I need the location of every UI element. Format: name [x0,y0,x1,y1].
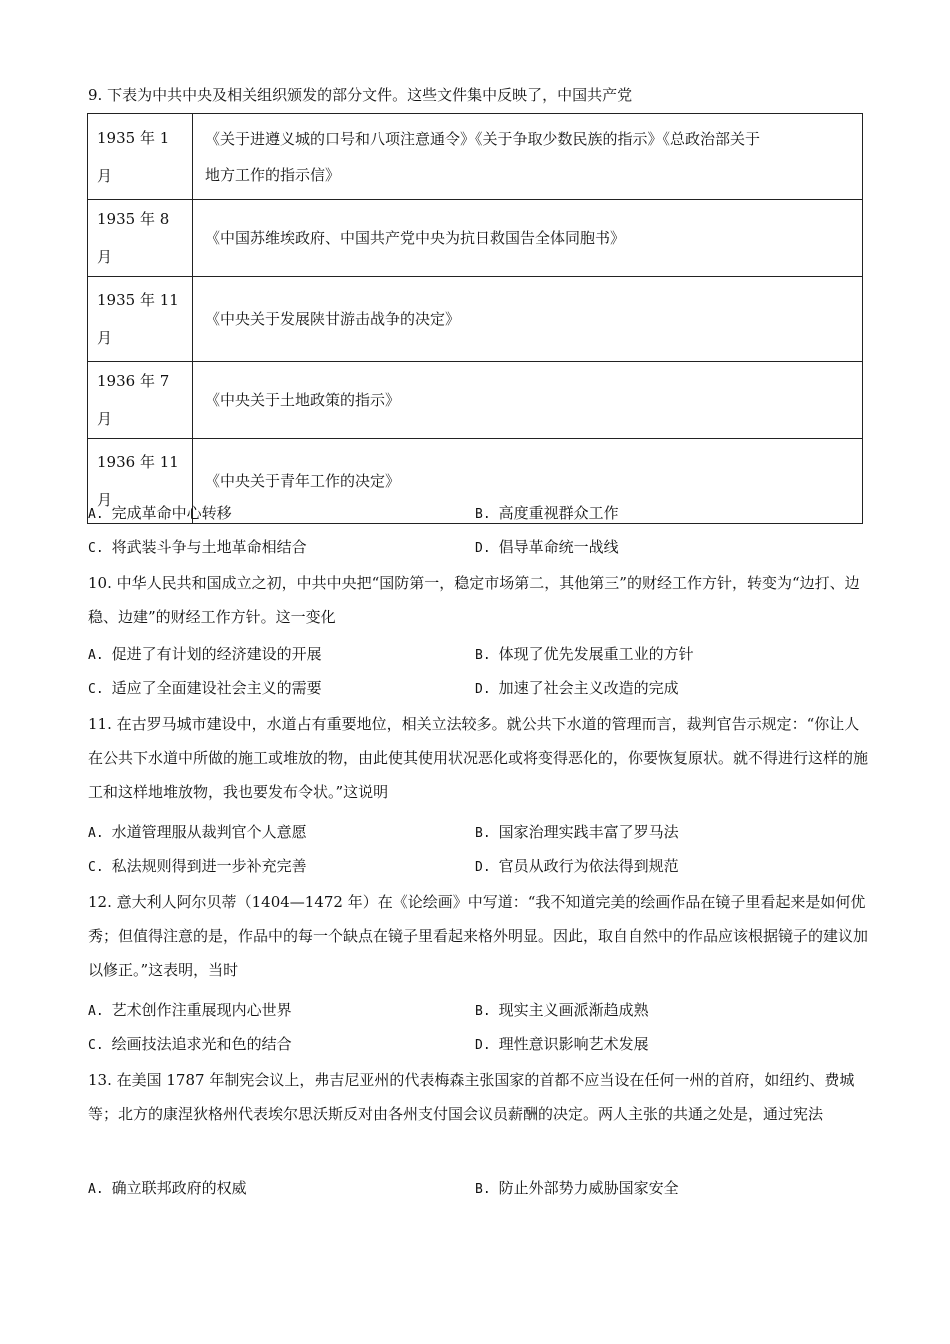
documents-table [87,113,863,524]
date-cell [88,200,193,277]
option-letter: C. [88,1038,104,1053]
date-text: 1935 年 11 [97,291,179,309]
options-row [88,854,868,878]
option-a[interactable] [88,820,307,846]
option-text: 倡导革命统一战线 [498,538,619,556]
option-text: 体现了优先发展重工业的方针 [498,645,694,663]
option-letter: D. [475,682,491,697]
option-letter: A. [88,1182,104,1197]
option-letter: B. [475,1004,491,1019]
option-text: 理性意识影响艺术发展 [498,1035,649,1053]
option-letter: B. [475,507,491,522]
option-b[interactable] [475,642,694,668]
option-text: 水道管理服从裁判官个人意愿 [111,823,307,841]
options-row [88,501,868,525]
option-d[interactable] [475,535,619,561]
option-c[interactable] [88,1032,292,1058]
option-text: 绘画技法追求光和色的结合 [111,1035,292,1053]
option-text: 现实主义画派渐趋成熟 [498,1001,649,1019]
documents-cell [193,277,863,362]
date-cell [88,114,193,200]
option-b[interactable] [475,1176,679,1202]
date-cell [88,362,193,439]
options-row [88,676,868,700]
documents-text: 《中央关于青年工作的决定》 [205,472,401,490]
documents-text: 《中央关于土地政策的指示》 [205,391,401,409]
option-text: 私法规则得到进一步补充完善 [111,857,307,875]
option-a[interactable] [88,998,292,1024]
option-letter: B. [475,826,491,841]
documents-cell [193,362,863,439]
option-text: 加速了社会主义改造的完成 [498,679,679,697]
option-letter: C. [88,860,104,875]
option-c[interactable] [88,535,307,561]
option-text: 官员从政行为依法得到规范 [498,857,679,875]
option-text: 完成革命中心转移 [111,504,232,522]
option-c[interactable] [88,854,307,880]
options-row [88,998,868,1022]
question-11-stem: 11. 在古罗马城市建设中，水道占有重要地位，相关立法较多。就公共下水道的管理而言，裁判官告示规定：“你让人在公共下水道中所做的施工或堆放的物，由此使其使用状况恶化或将变得恶化的，你要恢复原状。就不得进行这样的施工和这样地堆放物，我也要发布令状。”这说明 [88,715,869,801]
option-letter: A. [88,1004,104,1019]
option-d[interactable] [475,676,679,702]
documents-text: 《关于进遵义城的口号和八项注意通令》《关于争取少数民族的指示》《总政治部关于 [205,129,761,148]
option-letter: A. [88,826,104,841]
option-letter: C. [88,541,104,556]
option-text: 适应了全面建设社会主义的需要 [111,679,322,697]
option-letter: B. [475,1182,491,1197]
option-d[interactable] [475,854,679,880]
documents-text: 《中国苏维埃政府、中国共产党中央为抗日救国告全体同胞书》 [205,229,626,247]
option-letter: D. [475,860,491,875]
option-a[interactable] [88,642,322,668]
option-letter: D. [475,541,491,556]
option-d[interactable] [475,1032,649,1058]
date-text: 1935 年 8 月 [97,210,170,266]
options-row [88,820,868,844]
date-text: 月 [97,491,113,509]
option-a[interactable] [88,501,232,527]
question-12-stem: 12. 意大利人阿尔贝蒂（1404—1472 年）在《论绘画》中写道：“我不知道完美的绘画作品在镜子里看起来是如何优秀；但值得注意的是，作品中的每一个缺点在镜子里看起来格外明显。因此，取自自然中的作品应该根据镜子的建议加以修正。”这表明，当时 [88,893,869,979]
documents-text: 地方工作的指示信》 [205,165,341,184]
option-letter: A. [88,648,104,663]
question-9-stem: 9. 下表为中共中央及相关组织颁发的部分文件。这些文件集中反映了，中国共产党 [88,86,633,104]
documents-cell [193,200,863,277]
option-a[interactable] [88,1176,247,1202]
option-b[interactable] [475,820,679,846]
documents-text: 《中央关于发展陕甘游击战争的决定》 [205,310,461,328]
option-c[interactable] [88,676,322,702]
option-b[interactable] [475,998,649,1024]
option-text: 防止外部势力威胁国家安全 [498,1179,679,1197]
date-text: 1936 年 7 月 [97,372,170,428]
table-row [88,200,863,277]
options-row [88,1032,868,1056]
question-10-stem: 10. 中华人民共和国成立之初，中共中央把“国防第一，稳定市场第二，其他第三”的财经工作方针，转变为“边打、边稳、边建”的财经工作方针。这一变化 [88,574,860,626]
option-letter: C. [88,682,104,697]
table-row [88,277,863,362]
documents-cell [193,114,863,200]
date-cell [88,277,193,362]
option-b[interactable] [475,501,619,527]
option-letter: D. [475,1038,491,1053]
option-text: 将武装斗争与土地革命相结合 [111,538,307,556]
option-text: 确立联邦政府的权威 [111,1179,247,1197]
options-row [88,642,868,666]
table-row [88,114,863,200]
option-text: 高度重视群众工作 [498,504,619,522]
date-text: 1935 年 1 月 [97,128,170,185]
date-text: 月 [97,329,113,347]
option-letter: A. [88,507,104,522]
option-text: 国家治理实践丰富了罗马法 [498,823,679,841]
question-13-stem: 13. 在美国 1787 年制宪会议上，弗吉尼亚州的代表梅森主张国家的首都不应当设在任何一州的首府，如纽约、费城等；北方的康涅狄格州代表埃尔思沃斯反对由各州支付国会议员薪酬的决定。两人主张的共通之处是，通过宪法 [88,1071,855,1123]
options-row [88,1176,868,1200]
table-row [88,362,863,439]
option-text: 促进了有计划的经济建设的开展 [111,645,322,663]
option-text: 艺术创作注重展现内心世界 [111,1001,292,1019]
options-row [88,535,868,559]
option-letter: B. [475,648,491,663]
date-text: 1936 年 11 [97,453,179,471]
